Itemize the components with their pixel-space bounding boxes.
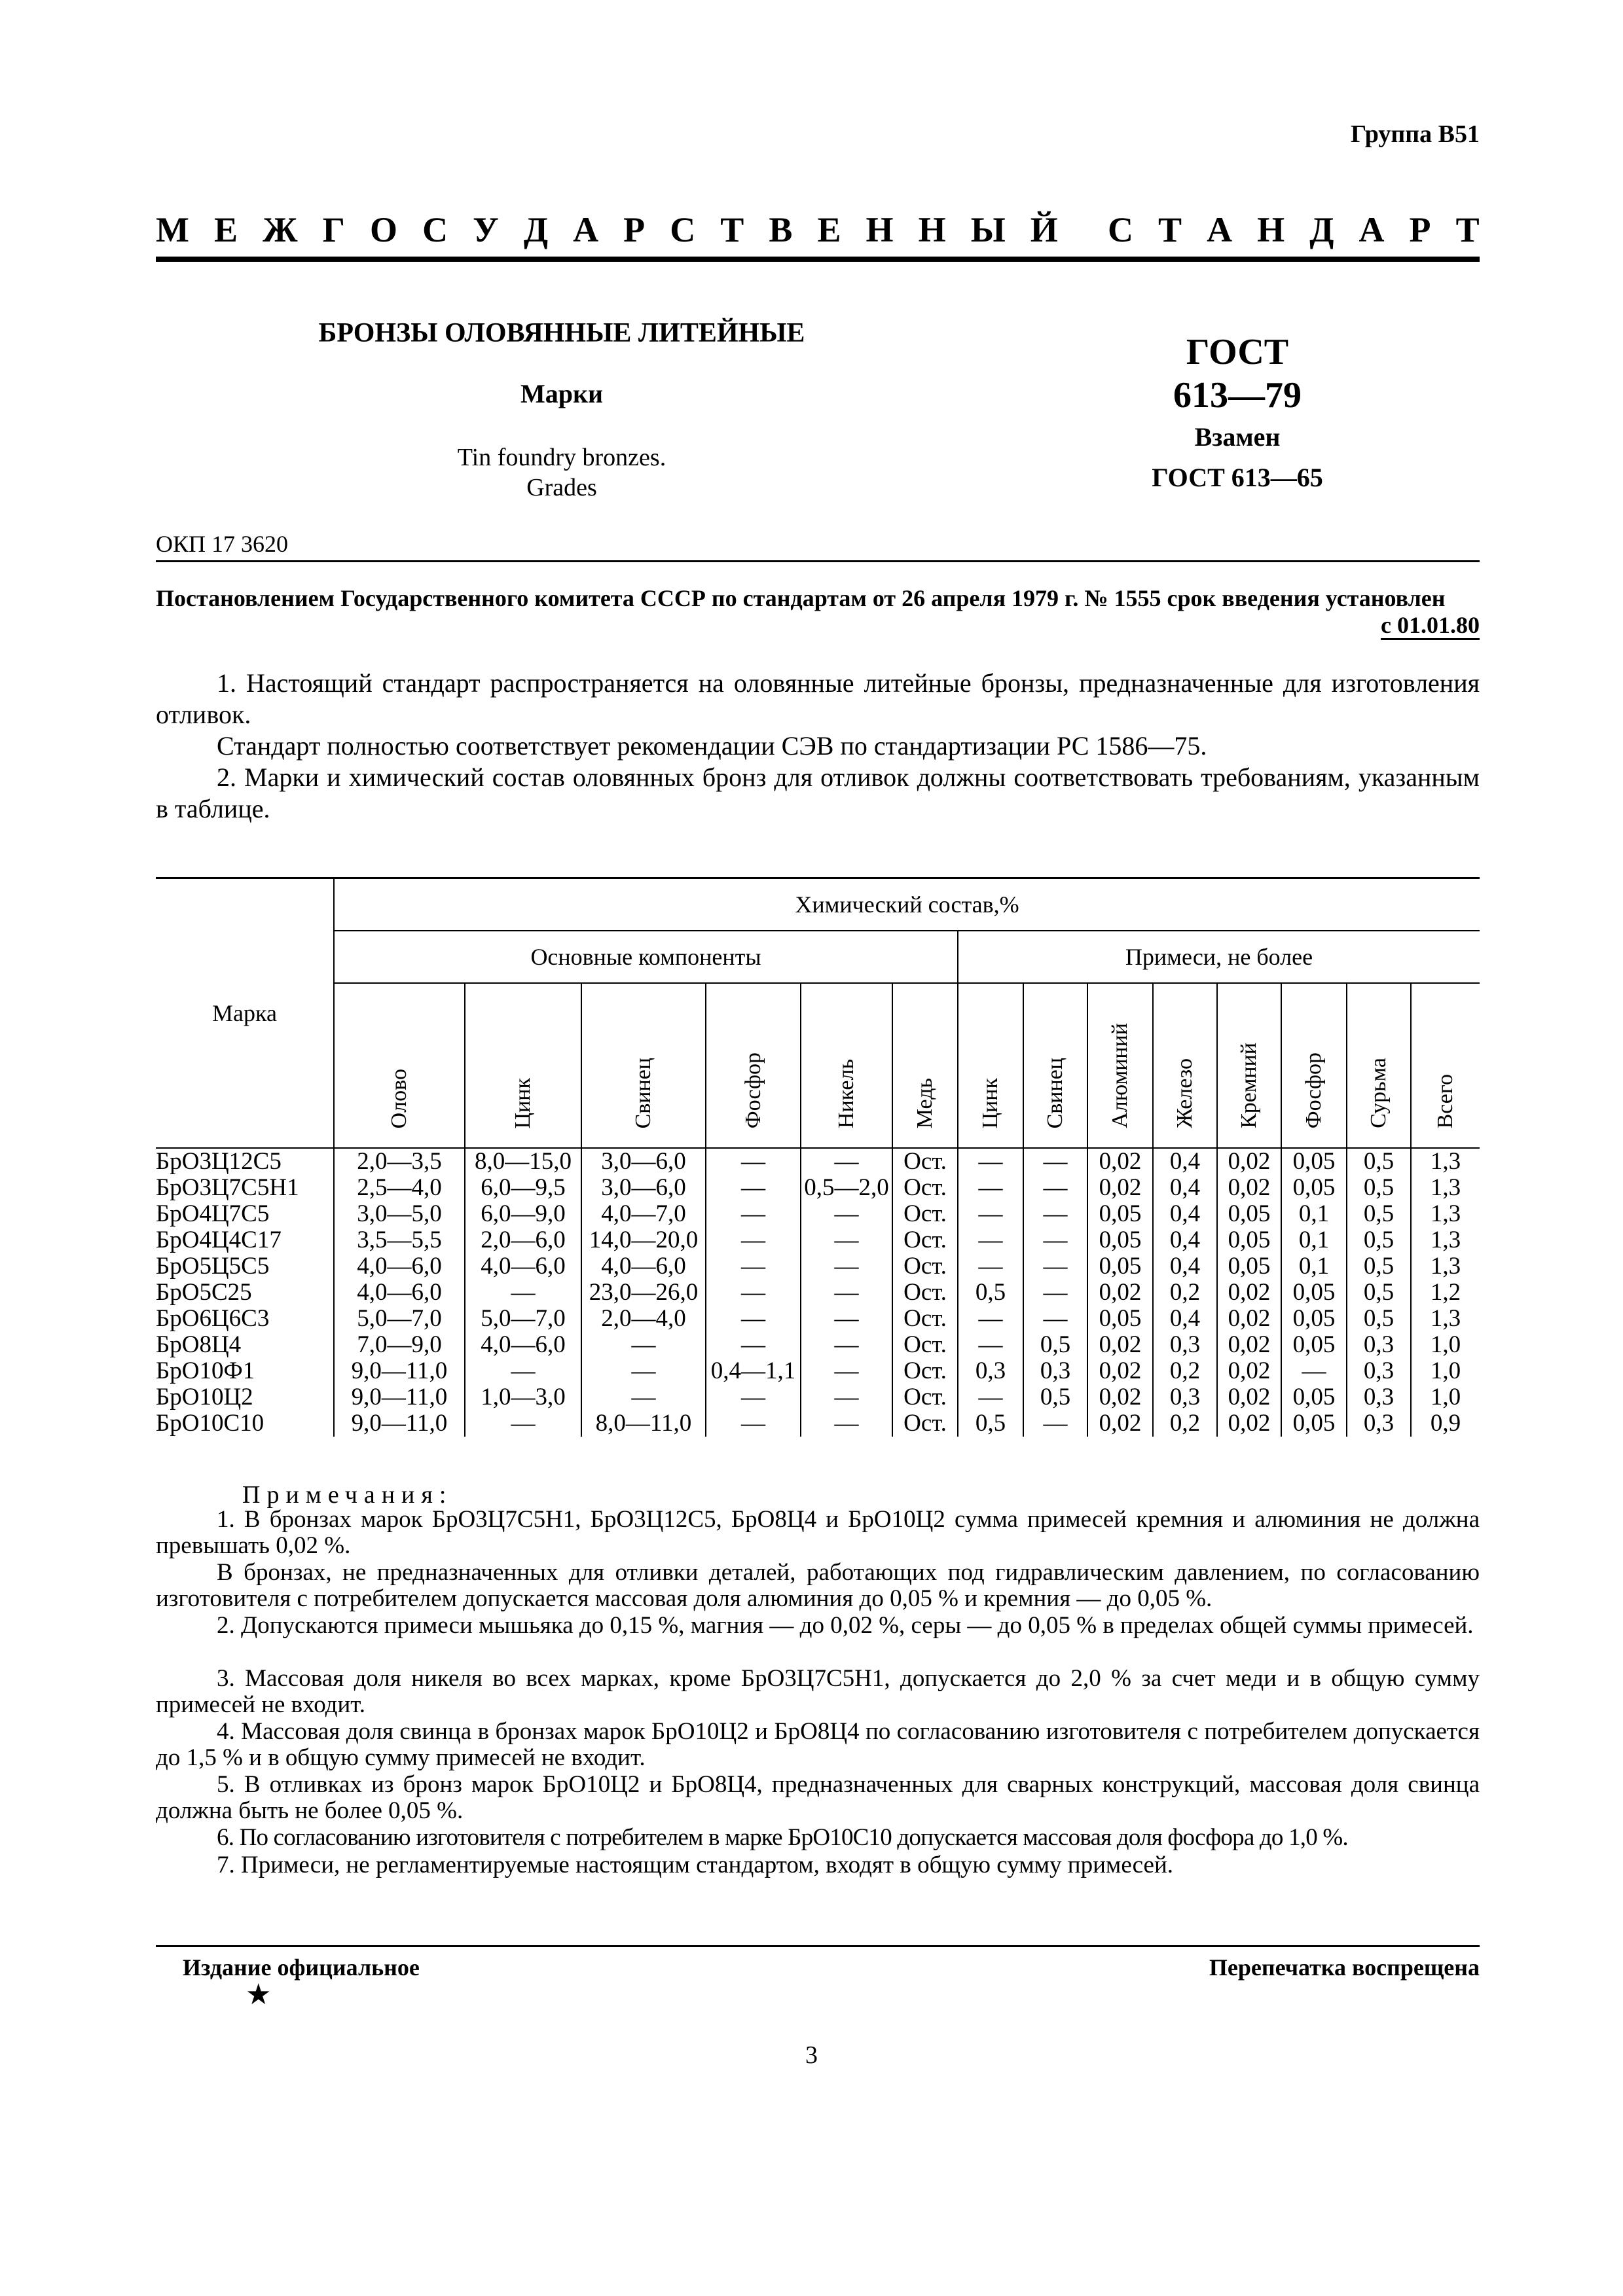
doc-subtitle: Марки [520, 379, 604, 408]
col-header-label: Свинец [1043, 1057, 1067, 1128]
value-cell: 4,0—6,0 [581, 1253, 706, 1280]
value-cell: — [706, 1280, 801, 1306]
value-cell: 2,5—4,0 [334, 1175, 465, 1201]
grade-cell: БрО5С25 [156, 1279, 252, 1306]
table-row [156, 1201, 1480, 1227]
value-cell: — [958, 1227, 1023, 1253]
value-cell: 4,0—6,0 [465, 1253, 581, 1280]
value-cell: — [1023, 1175, 1087, 1201]
value-cell: Ост. [892, 1175, 958, 1201]
english-title-line2: Grades [526, 474, 597, 501]
value-cell: 7,0—9,0 [334, 1332, 465, 1358]
value-cell: — [958, 1148, 1023, 1175]
banner-letter: У [473, 210, 499, 249]
main-col-header [334, 983, 465, 1148]
col-header-label: Фосфор [740, 1052, 765, 1128]
table-row [156, 1306, 1480, 1332]
banner-letter: Т [1158, 210, 1182, 249]
value-cell: Ост. [892, 1253, 958, 1280]
banner-letter: Й [1030, 210, 1058, 249]
value-cell: 0,5 [1347, 1253, 1411, 1280]
table-row [156, 1358, 1480, 1384]
value-cell: — [465, 1280, 581, 1306]
note-1b: В бронзах, не предназначенных для отливки деталей, работающих под гидравлическим давлением, по согласованию изготовителя с потребителем допускается массовая доля алюминия до 0,05 % и кремния — до 0,05 %. [156, 1559, 1480, 1612]
banner-letter: Р [1409, 210, 1431, 249]
value-cell: 0,02 [1087, 1280, 1153, 1306]
grade-cell: БрО10Ц2 [156, 1384, 253, 1410]
value-cell: 0,4—1,1 [706, 1358, 801, 1384]
english-title [156, 442, 968, 503]
main-col-header [892, 983, 958, 1148]
value-cell: Ост. [892, 1384, 958, 1410]
grade-cell: БрО10Ф1 [156, 1357, 255, 1384]
value-cell: — [581, 1384, 706, 1410]
value-cell: 1,3 [1411, 1175, 1480, 1201]
col-header-label: Фосфор [1302, 1052, 1326, 1128]
value-cell: 0,02 [1217, 1148, 1281, 1175]
value-cell: 1,0 [1411, 1384, 1480, 1410]
value-cell: 0,5 [1347, 1175, 1411, 1201]
group-code: Группа В51 [1350, 120, 1480, 148]
value-cell: — [1023, 1280, 1087, 1306]
value-cell: 0,05 [1087, 1201, 1153, 1227]
banner-letter: Д [523, 210, 549, 249]
doc-title: БРОНЗЫ ОЛОВЯННЫЕ ЛИТЕЙНЫЕ [318, 318, 805, 348]
notes-title: Примечания: [242, 1481, 453, 1509]
value-cell: — [706, 1253, 801, 1280]
value-cell: 0,05 [1281, 1148, 1347, 1175]
value-cell: 0,05 [1087, 1227, 1153, 1253]
paragraph-3: 2. Марки и химический состав оловянных бронз для отливок должны соответствовать требованиям, указанным в таблице. [156, 762, 1480, 823]
banner-letter: Е [817, 210, 841, 249]
composition-table [156, 877, 1480, 1437]
table-row [156, 1253, 1480, 1280]
mark-header: Марка [156, 878, 334, 1149]
value-cell: — [1281, 1358, 1347, 1384]
banner-letter: А [1207, 210, 1233, 249]
value-cell: 0,4 [1153, 1148, 1217, 1175]
paragraph-1: 1. Настоящий стандарт распространяется на оловянные литейные бронзы, предназначенные для изготовления отливок. [156, 668, 1480, 729]
value-cell: 0,4 [1153, 1227, 1217, 1253]
value-cell: 9,0—11,0 [334, 1358, 465, 1384]
value-cell: — [801, 1227, 892, 1253]
col-header-label: Свинец [631, 1057, 655, 1128]
value-cell: 2,0—6,0 [465, 1227, 581, 1253]
note-5: 5. В отливках из бронз марок БрО10Ц2 и БрО8Ц4, предназначенных для сварных конструкций, массовая доля свинца должна быть не более 0,05 %. [156, 1771, 1480, 1824]
value-cell: 1,0 [1411, 1358, 1480, 1384]
interstate-standard-banner [156, 209, 1480, 249]
value-cell: 3,0—6,0 [581, 1175, 706, 1201]
table-row [156, 1410, 1480, 1437]
value-cell: 4,0—6,0 [334, 1253, 465, 1280]
banner-letter: Т [720, 210, 744, 249]
value-cell: Ост. [892, 1227, 958, 1253]
value-cell: — [958, 1306, 1023, 1332]
banner-letter: А [573, 210, 599, 249]
value-cell: — [706, 1306, 801, 1332]
table-row [156, 1332, 1480, 1358]
table-row [156, 1280, 1480, 1306]
banner-letter: Ж [263, 210, 298, 249]
value-cell: 0,05 [1087, 1306, 1153, 1332]
banner-letter: С [422, 210, 448, 249]
value-cell: 0,5 [1023, 1332, 1087, 1358]
gost-old: ГОСТ 613—65 [1152, 463, 1323, 492]
value-cell: — [465, 1410, 581, 1437]
col-header-label: Железо [1173, 1058, 1197, 1128]
value-cell: Ост. [892, 1410, 958, 1437]
note-3: 3. Массовая доля никеля во всех марках, кроме БрО3Ц7С5Н1, допускается до 2,0 % за счет меди и в общую сумму примесей не входит. [156, 1665, 1480, 1718]
value-cell: 0,3 [1347, 1332, 1411, 1358]
banner-letter: С [1107, 210, 1133, 249]
value-cell: 1,0—3,0 [465, 1384, 581, 1410]
note-4: 4. Массовая доля свинца в бронзах марок БрО10Ц2 и БрО8Ц4 по согласованию изготовителя с потребителем допускается до 1,5 % и в общую сумму примесей не входит. [156, 1718, 1480, 1771]
value-cell: — [958, 1384, 1023, 1410]
value-cell: 0,5 [1347, 1280, 1411, 1306]
value-cell: — [801, 1358, 892, 1384]
value-cell: — [958, 1332, 1023, 1358]
value-cell: 3,0—5,0 [334, 1201, 465, 1227]
value-cell: 0,05 [1281, 1332, 1347, 1358]
value-cell: — [706, 1227, 801, 1253]
chem-header: Химический состав,% [334, 878, 1480, 931]
col-header-label: Цинк [511, 1077, 535, 1128]
col-header-label: Медь [913, 1077, 937, 1128]
value-cell: 0,05 [1281, 1280, 1347, 1306]
grade-cell: БрО6Ц6С3 [156, 1305, 270, 1332]
value-cell: — [1023, 1201, 1087, 1227]
value-cell: 0,3 [1347, 1384, 1411, 1410]
banner-letter: Е [214, 210, 238, 249]
impurity-col-header [1023, 983, 1087, 1148]
value-cell: 0,02 [1217, 1280, 1281, 1306]
note-7: 7. Примеси, не регламентируемые настоящим стандартом, входят в общую сумму примесей. [217, 1852, 1174, 1878]
value-cell: 0,05 [1281, 1384, 1347, 1410]
value-cell: — [801, 1306, 892, 1332]
value-cell: 0,02 [1217, 1358, 1281, 1384]
impurity-col-header [958, 983, 1023, 1148]
value-cell: 0,02 [1087, 1384, 1153, 1410]
reprint-prohibited: Перепечатка воспрещена [1209, 1954, 1480, 1981]
page-number: 3 [805, 2041, 818, 2069]
value-cell: 0,02 [1217, 1306, 1281, 1332]
value-cell: — [581, 1358, 706, 1384]
value-cell: Ост. [892, 1332, 958, 1358]
value-cell: 1,3 [1411, 1253, 1480, 1280]
value-cell: 1,2 [1411, 1280, 1480, 1306]
value-cell: 0,05 [1281, 1306, 1347, 1332]
value-cell: 0,05 [1281, 1410, 1347, 1437]
impurity-col-header [1411, 983, 1480, 1148]
header-rule [156, 257, 1480, 262]
value-cell: 4,0—7,0 [581, 1201, 706, 1227]
value-cell: 0,5 [1347, 1148, 1411, 1175]
value-cell: 0,1 [1281, 1253, 1347, 1280]
value-cell: 0,3 [1023, 1358, 1087, 1384]
value-cell: — [1023, 1306, 1087, 1332]
impurity-col-header [1347, 983, 1411, 1148]
banner-letter: О [370, 210, 398, 249]
value-cell: 0,3 [958, 1358, 1023, 1384]
value-cell: — [706, 1332, 801, 1358]
value-cell: 0,02 [1087, 1175, 1153, 1201]
value-cell: 0,3 [1153, 1332, 1217, 1358]
value-cell: 0,5 [1347, 1201, 1411, 1227]
grade-cell: БрО4Ц7С5 [156, 1200, 270, 1227]
grade-cell: БрО10С10 [156, 1410, 264, 1437]
value-cell: — [958, 1201, 1023, 1227]
banner-letter: Р [623, 210, 646, 249]
value-cell: 4,0—6,0 [334, 1280, 465, 1306]
table-row [156, 1175, 1480, 1201]
value-cell: 9,0—11,0 [334, 1384, 465, 1410]
banner-letter: А [1359, 210, 1385, 249]
gost-label: ГОСТ [1186, 332, 1289, 372]
col-header-label: Всего [1433, 1073, 1457, 1128]
impurity-col-header [1281, 983, 1347, 1148]
col-header-label: Олово [387, 1068, 411, 1128]
main-col-header [581, 983, 706, 1148]
value-cell: 0,3 [1347, 1358, 1411, 1384]
value-cell: 1,3 [1411, 1227, 1480, 1253]
value-cell: — [958, 1253, 1023, 1280]
table-row [156, 1227, 1480, 1253]
banner-letter: Н [1257, 210, 1285, 249]
value-cell: 23,0—26,0 [581, 1280, 706, 1306]
value-cell: — [706, 1201, 801, 1227]
value-cell: 0,02 [1217, 1332, 1281, 1358]
grade-cell: БрО3Ц12С5 [156, 1148, 282, 1175]
value-cell: — [801, 1332, 892, 1358]
banner-letter: М [156, 210, 189, 249]
value-cell: — [958, 1175, 1023, 1201]
okp-rule [156, 560, 1480, 562]
value-cell: Ост. [892, 1201, 958, 1227]
value-cell: 0,9 [1411, 1410, 1480, 1437]
value-cell: 0,1 [1281, 1201, 1347, 1227]
value-cell: 0,05 [1217, 1253, 1281, 1280]
value-cell: — [706, 1384, 801, 1410]
value-cell: 0,2 [1153, 1410, 1217, 1437]
star-icon: ★ [246, 1979, 272, 2011]
footer-rule [156, 1945, 1480, 1947]
main-col-header [801, 983, 892, 1148]
value-cell: 0,3 [1347, 1410, 1411, 1437]
value-cell: 0,5—2,0 [801, 1175, 892, 1201]
value-cell: 0,02 [1087, 1358, 1153, 1384]
value-cell: 0,5 [1347, 1227, 1411, 1253]
gost-block [1074, 331, 1401, 498]
value-cell: Ост. [892, 1148, 958, 1175]
col-header-label: Никель [834, 1059, 858, 1128]
table-row [156, 1148, 1480, 1175]
col-header-label: Алюминий [1108, 1023, 1132, 1128]
value-cell: 1,0 [1411, 1332, 1480, 1358]
impurities-header: Примеси, не более [958, 931, 1480, 983]
note-2: 2. Допускаются примеси мышьяка до 0,15 %, магния — до 0,02 %, серы — до 0,05 % в пределах общей суммы примесей. [217, 1612, 1474, 1639]
official-edition: Издание официальное [183, 1954, 420, 1981]
english-title-line1: Tin foundry bronzes. [457, 444, 666, 471]
value-cell: 2,0—3,5 [334, 1148, 465, 1175]
main-components-header: Основные компоненты [334, 931, 958, 983]
value-cell: — [1023, 1410, 1087, 1437]
impurity-col-header [1087, 983, 1153, 1148]
banner-letter: Н [918, 210, 946, 249]
value-cell: — [706, 1410, 801, 1437]
value-cell: 0,05 [1087, 1253, 1153, 1280]
value-cell: 8,0—15,0 [465, 1148, 581, 1175]
gost-replaces: Взамен [1194, 422, 1281, 452]
value-cell: 0,4 [1153, 1201, 1217, 1227]
value-cell: 8,0—11,0 [581, 1410, 706, 1437]
okp-code: ОКП 17 3620 [156, 531, 289, 557]
value-cell: — [801, 1253, 892, 1280]
banner-letter: С [670, 210, 696, 249]
value-cell: 5,0—7,0 [465, 1306, 581, 1332]
value-cell: — [706, 1175, 801, 1201]
value-cell: 0,5 [1347, 1306, 1411, 1332]
value-cell: 0,02 [1087, 1332, 1153, 1358]
value-cell: 0,5 [958, 1410, 1023, 1437]
value-cell: — [801, 1410, 892, 1437]
col-header-label: Сурьма [1366, 1058, 1391, 1128]
decree-date: с 01.01.80 [1381, 612, 1480, 640]
grade-cell: БрО4Ц4С17 [156, 1227, 282, 1253]
value-cell: — [581, 1332, 706, 1358]
value-cell: — [801, 1384, 892, 1410]
value-cell: 6,0—9,0 [465, 1201, 581, 1227]
value-cell: 0,02 [1217, 1384, 1281, 1410]
value-cell: 6,0—9,5 [465, 1175, 581, 1201]
main-col-header [465, 983, 581, 1148]
note-6: 6. По согласованию изготовителя с потребителем в марке БрО10С10 допускается массовая доля фосфора до 1,0 %. [217, 1824, 1348, 1851]
banner-letter: В [769, 210, 793, 249]
banner-letter: Т [1455, 210, 1480, 249]
value-cell: 3,0—6,0 [581, 1148, 706, 1175]
col-header-label: Кремний [1237, 1043, 1261, 1128]
value-cell: 0,05 [1217, 1201, 1281, 1227]
banner-letter: Д [1309, 210, 1334, 249]
col-header-label: Цинк [978, 1077, 1002, 1128]
value-cell: 0,05 [1281, 1175, 1347, 1201]
note-1: 1. В бронзах марок БрО3Ц7С5Н1, БрО3Ц12С5, БрО8Ц4 и БрО10Ц2 сумма примесей кремния и алюминия не должна превышать 0,02 %. [156, 1506, 1480, 1559]
value-cell: 14,0—20,0 [581, 1227, 706, 1253]
value-cell: 0,1 [1281, 1227, 1347, 1253]
value-cell: — [801, 1280, 892, 1306]
value-cell: — [1023, 1227, 1087, 1253]
paragraph-2: Стандарт полностью соответствует рекомендации СЭВ по стандартизации РС 1586—75. [217, 731, 1207, 761]
value-cell: 0,5 [958, 1280, 1023, 1306]
table-row [156, 1384, 1480, 1410]
value-cell: Ост. [892, 1358, 958, 1384]
value-cell: — [706, 1148, 801, 1175]
main-col-header [706, 983, 801, 1148]
grade-cell: БрО3Ц7С5Н1 [156, 1174, 299, 1201]
value-cell: 3,5—5,5 [334, 1227, 465, 1253]
banner-letter: Г [322, 210, 345, 249]
value-cell: 0,05 [1217, 1227, 1281, 1253]
value-cell: Ост. [892, 1306, 958, 1332]
banner-letter: Ы [970, 210, 1006, 249]
value-cell: — [801, 1201, 892, 1227]
value-cell: 1,3 [1411, 1306, 1480, 1332]
value-cell: — [465, 1358, 581, 1384]
value-cell: Ост. [892, 1280, 958, 1306]
value-cell: — [1023, 1253, 1087, 1280]
banner-letter: Н [866, 210, 894, 249]
gost-number: 613—79 [1173, 375, 1302, 416]
value-cell: 0,4 [1153, 1175, 1217, 1201]
value-cell: 2,0—4,0 [581, 1306, 706, 1332]
value-cell: 0,4 [1153, 1253, 1217, 1280]
value-cell: 0,2 [1153, 1280, 1217, 1306]
value-cell: 0,3 [1153, 1384, 1217, 1410]
impurity-col-header [1217, 983, 1281, 1148]
impurity-col-header [1153, 983, 1217, 1148]
grade-cell: БрО8Ц4 [156, 1331, 242, 1358]
decree-text [156, 584, 1480, 612]
value-cell: 1,3 [1411, 1201, 1480, 1227]
grade-cell: БрО5Ц5С5 [156, 1253, 270, 1280]
value-cell: 0,4 [1153, 1306, 1217, 1332]
decree-body: Постановлением Государственного комитета СССР по стандартам от 26 апреля 1979 г. № 1555 срок введения установлен [156, 585, 1446, 611]
value-cell: 9,0—11,0 [334, 1410, 465, 1437]
value-cell: 0,2 [1153, 1358, 1217, 1384]
value-cell: 0,5 [1023, 1384, 1087, 1410]
value-cell: 0,02 [1217, 1410, 1281, 1437]
value-cell: 0,02 [1087, 1410, 1153, 1437]
value-cell: 4,0—6,0 [465, 1332, 581, 1358]
value-cell: — [1023, 1148, 1087, 1175]
value-cell: 0,02 [1087, 1148, 1153, 1175]
value-cell: 0,02 [1217, 1175, 1281, 1201]
value-cell: — [801, 1148, 892, 1175]
value-cell: 5,0—7,0 [334, 1306, 465, 1332]
value-cell: 1,3 [1411, 1148, 1480, 1175]
